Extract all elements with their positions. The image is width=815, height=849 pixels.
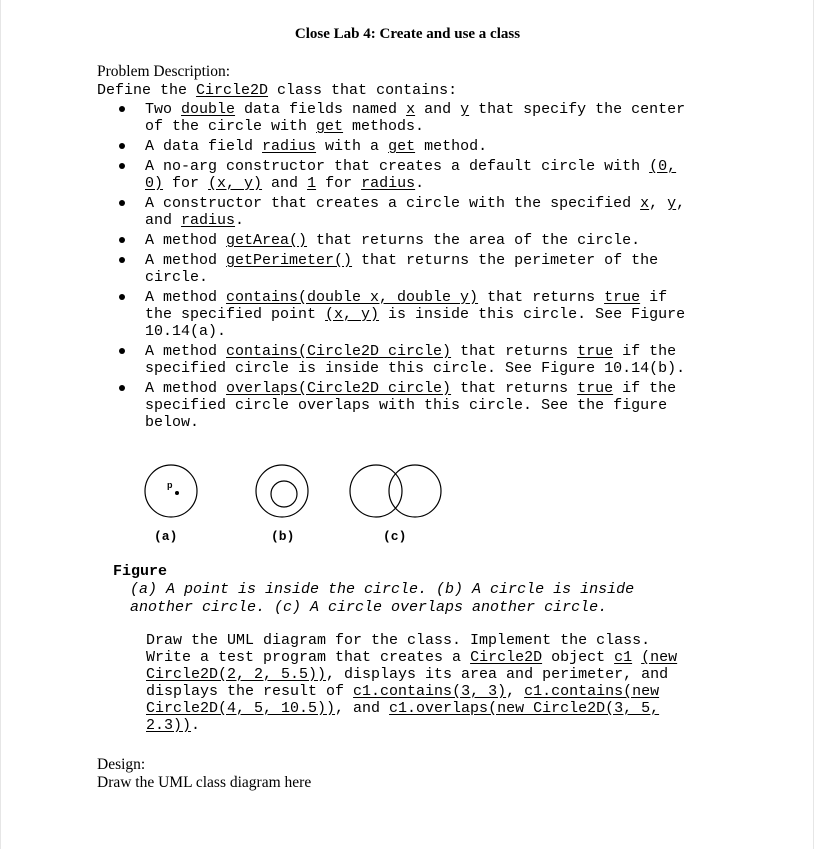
text-segment: A constructor that creates a circle with the specified	[145, 195, 641, 212]
text-segment: circle.	[145, 269, 209, 286]
text-line	[146, 717, 677, 734]
text-segment: below.	[145, 414, 200, 431]
text-segment: A no-arg constructor that creates a default circle with	[145, 158, 650, 175]
circle-b-inner	[271, 481, 297, 507]
circle-c-right	[389, 465, 441, 517]
text-line	[146, 666, 677, 683]
task-paragraph	[146, 632, 677, 734]
figure-label-a: (a)	[154, 529, 178, 544]
text-segment: with a	[316, 138, 389, 155]
intro-suffix: class that contains:	[268, 82, 458, 99]
text-segment: that returns the area of the circle.	[307, 232, 641, 249]
text-segment: data fields named	[235, 101, 407, 118]
text-segment: for	[316, 175, 362, 192]
code-term: get	[316, 118, 344, 135]
caption-line: another circle. (c) A circle overlaps another circle.	[130, 599, 608, 616]
code-term: contains(Circle2D circle)	[226, 343, 452, 360]
code-term: c1.contains(3, 3)	[353, 683, 507, 700]
text-segment: specified circle is inside this circle. See Figure 10.14(b).	[145, 360, 686, 377]
code-term: x	[406, 101, 416, 118]
text-segment: Two	[145, 101, 182, 118]
code-term: true	[577, 343, 614, 360]
code-term: 0)	[145, 175, 164, 192]
code-term: Circle2D(4, 5, 10.5))	[146, 700, 336, 717]
intro-prefix: Define the	[97, 82, 197, 99]
problem-heading: Problem Description:	[97, 63, 231, 80]
text-segment: Write a test program that creates a	[146, 649, 471, 666]
code-term: (x, y)	[325, 306, 380, 323]
code-term: c1.overlaps(new Circle2D(3, 5,	[389, 700, 660, 717]
text-segment: Draw the UML diagram for the class. Implement the class.	[146, 632, 651, 649]
text-segment: A method	[145, 380, 227, 397]
text-segment: methods.	[343, 118, 425, 135]
code-term: getPerimeter()	[226, 252, 353, 269]
code-term: double	[181, 101, 236, 118]
point-dot	[175, 491, 179, 495]
design-heading: Design:	[97, 756, 146, 773]
text-line	[146, 683, 677, 700]
figure-label-c: (c)	[383, 529, 407, 544]
text-segment: for	[163, 175, 209, 192]
text-segment: displays the result of	[146, 683, 354, 700]
text-segment: A method	[145, 289, 227, 306]
figure-label-b: (b)	[271, 529, 295, 544]
text-segment: that returns the perimeter of the	[352, 252, 659, 269]
text-segment: .	[235, 212, 245, 229]
code-term: c1	[614, 649, 633, 666]
text-line	[146, 700, 677, 717]
code-term: (0,	[649, 158, 677, 175]
text-segment: and	[145, 212, 182, 229]
code-term: 1	[307, 175, 317, 192]
text-segment: ,	[506, 683, 525, 700]
code-term: (new	[641, 649, 678, 666]
code-term: Circle2D	[470, 649, 543, 666]
code-term: y	[460, 101, 470, 118]
text-segment: ,	[649, 195, 668, 212]
code-term: contains(double x, double y)	[226, 289, 479, 306]
caption-line: (a) A point is inside the circle. (b) A circle is inside	[130, 581, 635, 598]
text-segment	[632, 649, 641, 666]
text-segment: A data field	[145, 138, 263, 155]
intro-classname: Circle2D	[196, 82, 269, 99]
code-term: y	[667, 195, 677, 212]
text-segment: , displays its area and perimeter, and	[326, 666, 669, 683]
text-segment: 10.14(a).	[145, 323, 227, 340]
text-segment: .	[415, 175, 425, 192]
text-segment: if the	[613, 343, 677, 360]
text-segment: object	[542, 649, 615, 666]
text-segment: of the circle with	[145, 118, 317, 135]
code-term: radius	[361, 175, 416, 192]
code-term: x	[640, 195, 650, 212]
circle-c-left	[350, 465, 402, 517]
code-term: radius	[262, 138, 317, 155]
code-term: overlaps(Circle2D circle)	[226, 380, 452, 397]
text-segment: if the	[613, 380, 677, 397]
text-segment: ,	[676, 195, 686, 212]
design-instruction: Draw the UML class diagram here	[97, 774, 312, 791]
code-term: c1.contains(new	[524, 683, 660, 700]
code-term: getArea()	[226, 232, 308, 249]
circle-a	[145, 465, 197, 517]
text-segment: A method	[145, 343, 227, 360]
text-segment: that returns	[451, 380, 578, 397]
text-segment: , and	[335, 700, 390, 717]
code-term: (x, y)	[208, 175, 263, 192]
text-segment: specified circle overlaps with this circle. See the figure	[145, 397, 668, 414]
text-line	[146, 632, 677, 649]
text-segment: is inside this circle. See Figure	[379, 306, 686, 323]
text-segment: A method	[145, 232, 227, 249]
text-line	[146, 649, 677, 666]
code-term: radius	[181, 212, 236, 229]
figure-title: Figure	[113, 563, 168, 580]
text-segment: method.	[415, 138, 488, 155]
text-segment: that specify the center	[469, 101, 686, 118]
code-term: true	[604, 289, 641, 306]
point-label: p	[167, 480, 173, 490]
code-term: get	[388, 138, 416, 155]
figure-caption	[130, 581, 634, 617]
text-segment: .	[191, 717, 201, 734]
text-segment: that returns	[478, 289, 605, 306]
page-title: Close Lab 4: Create and use a class	[294, 26, 521, 42]
text-segment: if	[640, 289, 668, 306]
code-term: true	[577, 380, 614, 397]
text-segment: that returns	[451, 343, 578, 360]
text-segment: A method	[145, 252, 227, 269]
code-term: Circle2D(2, 2, 5.5))	[146, 666, 327, 683]
text-segment: the specified point	[145, 306, 326, 323]
code-term: 2.3))	[146, 717, 192, 734]
text-segment: and	[415, 101, 461, 118]
circle-b-outer	[256, 465, 308, 517]
text-segment: and	[262, 175, 308, 192]
